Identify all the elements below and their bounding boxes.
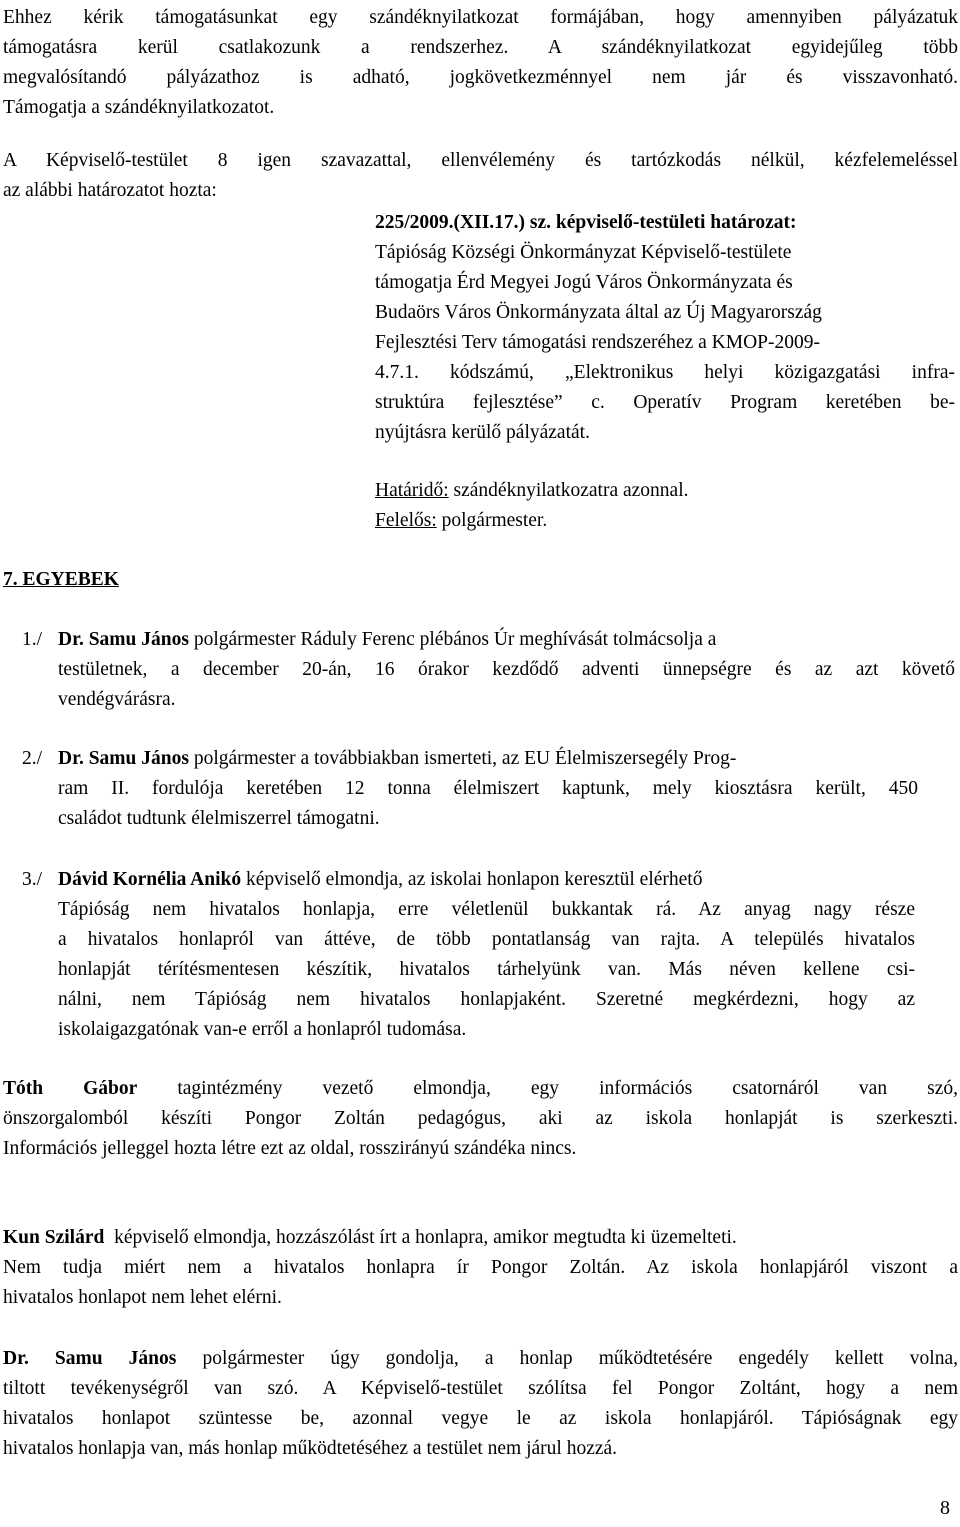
item-number: 2./	[22, 748, 43, 769]
resolution-heading: 225/2009.(XII.17.) sz. képviselő-testületi határozat:	[375, 212, 797, 233]
intro-line: támogatásra kerül csatlakozunk a rendszerhez. A szándéknyilatkozat egyidejűleg több	[3, 37, 958, 58]
resolution-line: Budaörs Város Önkormányzata által az Új Magyarország	[375, 302, 822, 323]
item-text: a hivatalos honlapról van áttéve, de több pontatlanság van rajta. A település hivatalos	[58, 929, 915, 950]
item-text: vendégvárásra.	[58, 689, 176, 710]
resolution-line: nyújtásra kerülő pályázatát.	[375, 422, 590, 443]
resolution-responsible	[375, 506, 547, 536]
paragraph-samu	[3, 1344, 958, 1464]
item-text: honlapját térítésmentesen készítik, hivatalos tárhelyünk van. Más néven kellene csi-	[58, 959, 915, 980]
paragraph-text: polgármester úgy gondolja, a honlap működtetésére engedély kellett volna,	[176, 1348, 958, 1369]
responsible-label: Felelős:	[375, 510, 437, 531]
paragraph-kun	[3, 1223, 958, 1313]
item-number: 1./	[22, 629, 43, 650]
intro-line: Ehhez kérik támogatásunkat egy szándéknyilatkozat formájában, hogy amennyiben pályázatuk	[3, 7, 958, 28]
speaker-name: Dávid Kornélia Anikó	[58, 869, 242, 890]
intro-paragraph	[3, 3, 958, 123]
resolution-block	[375, 208, 955, 448]
speaker-name: Tóth Gábor	[3, 1078, 138, 1099]
paragraph-text: hivatalos honlapot nem lehet elérni.	[3, 1287, 282, 1308]
paragraph-text: képviselő elmondja, hozzászólást írt a honlapra, amikor megtudta ki üzemelteti.	[104, 1227, 737, 1248]
paragraph-text: tagintézmény vezető elmondja, egy információs csatornáról van szó,	[137, 1078, 958, 1099]
paragraph-text: hivatalos honlapot szüntesse be, azonnal vegye le az iskola honlapjáról. Tápióságnak egy	[3, 1408, 958, 1429]
resolution-deadline	[375, 476, 689, 506]
list-item	[58, 625, 955, 715]
paragraph-text: Nem tudja miért nem a hivatalos honlapra ír Pongor Zoltán. Az iskola honlapjáról viszont a	[3, 1257, 958, 1278]
list-item	[58, 865, 915, 1045]
vote-paragraph	[3, 146, 958, 206]
responsible-value: polgármester.	[441, 510, 548, 531]
paragraph-text: hivatalos honlapja van, más honlap működtetéséhez a testület nem járul hozzá.	[3, 1438, 618, 1459]
resolution-line: 4.7.1. kódszámú, „Elektronikus helyi közigazgatási infra-	[375, 362, 955, 383]
item-text: családot tudtunk élelmiszerrel támogatni.	[58, 808, 380, 829]
vote-line: az alábbi határozatot hozta:	[3, 180, 217, 201]
speaker-name: Dr. Samu János	[58, 629, 189, 650]
item-text: polgármester a továbbiakban ismerteti, az EU Élelmiszersegély Prog-	[188, 748, 737, 769]
intro-line: megvalósítandó pályázathoz is adható, jogkövetkezménnyel nem jár és visszavonható.	[3, 67, 958, 88]
item-text: Tápióság nem hivatalos honlapja, erre véletlenül bukkantak rá. Az anyag nagy része	[58, 899, 915, 920]
item-number: 3./	[22, 869, 43, 890]
item-text: ram II. fordulója keretében 12 tonna élelmiszert kaptunk, mely kiosztásra került, 450	[58, 778, 918, 799]
vote-line: A Képviselő-testület 8 igen szavazattal, ellenvélemény és tartózkodás nélkül, kézfelemeléssel	[3, 150, 958, 171]
item-text: iskolaigazgatónak van-e erről a honlapról tudomása.	[58, 1019, 467, 1040]
resolution-line: támogatja Érd Megyei Jogú Város Önkormányzata és	[375, 272, 793, 293]
resolution-line: struktúra fejlesztése” c. Operatív Program keretében be-	[375, 392, 955, 413]
speaker-name: Dr. Samu János	[58, 748, 189, 769]
item-text: nálni, nem Tápióság nem hivatalos honlapjaként. Szeretné megkérdezni, hogy az	[58, 989, 915, 1010]
speaker-name: Kun Szilárd	[3, 1227, 105, 1248]
deadline-value: szándéknyilatkozatra azonnal.	[453, 480, 689, 501]
list-item	[58, 744, 918, 834]
page-number: 8	[940, 1497, 950, 1519]
item-text: polgármester Ráduly Ferenc plébános Úr meghívását tolmácsolja a	[188, 629, 717, 650]
speaker-name: Dr. Samu János	[3, 1348, 177, 1369]
intro-line: Támogatja a szándéknyilatkozatot.	[3, 97, 275, 118]
paragraph-toth	[3, 1074, 958, 1164]
item-text: testületnek, a december 20-án, 16 órakor kezdődő adventi ünnepségre és az azt követő	[58, 659, 955, 680]
item-text: képviselő elmondja, az iskolai honlapon keresztül elérhető	[241, 869, 703, 890]
section-title: 7. EGYEBEK	[3, 569, 119, 590]
paragraph-text: önszorgalomból készíti Pongor Zoltán pedagógus, aki az iskola honlapját is szerkeszti.	[3, 1108, 958, 1129]
paragraph-text: Információs jelleggel hozta létre ezt az oldal, rosszirányú szándéka nincs.	[3, 1138, 577, 1159]
resolution-line: Tápióság Községi Önkormányzat Képviselő-testülete	[375, 242, 792, 263]
deadline-label: Határidő:	[375, 480, 449, 501]
resolution-line: Fejlesztési Terv támogatási rendszeréhez a KMOP-2009-	[375, 332, 821, 353]
paragraph-text: tiltott tevékenységről van szó. A Képviselő-testület szólítsa fel Pongor Zoltánt, hogy a nem	[3, 1378, 958, 1399]
